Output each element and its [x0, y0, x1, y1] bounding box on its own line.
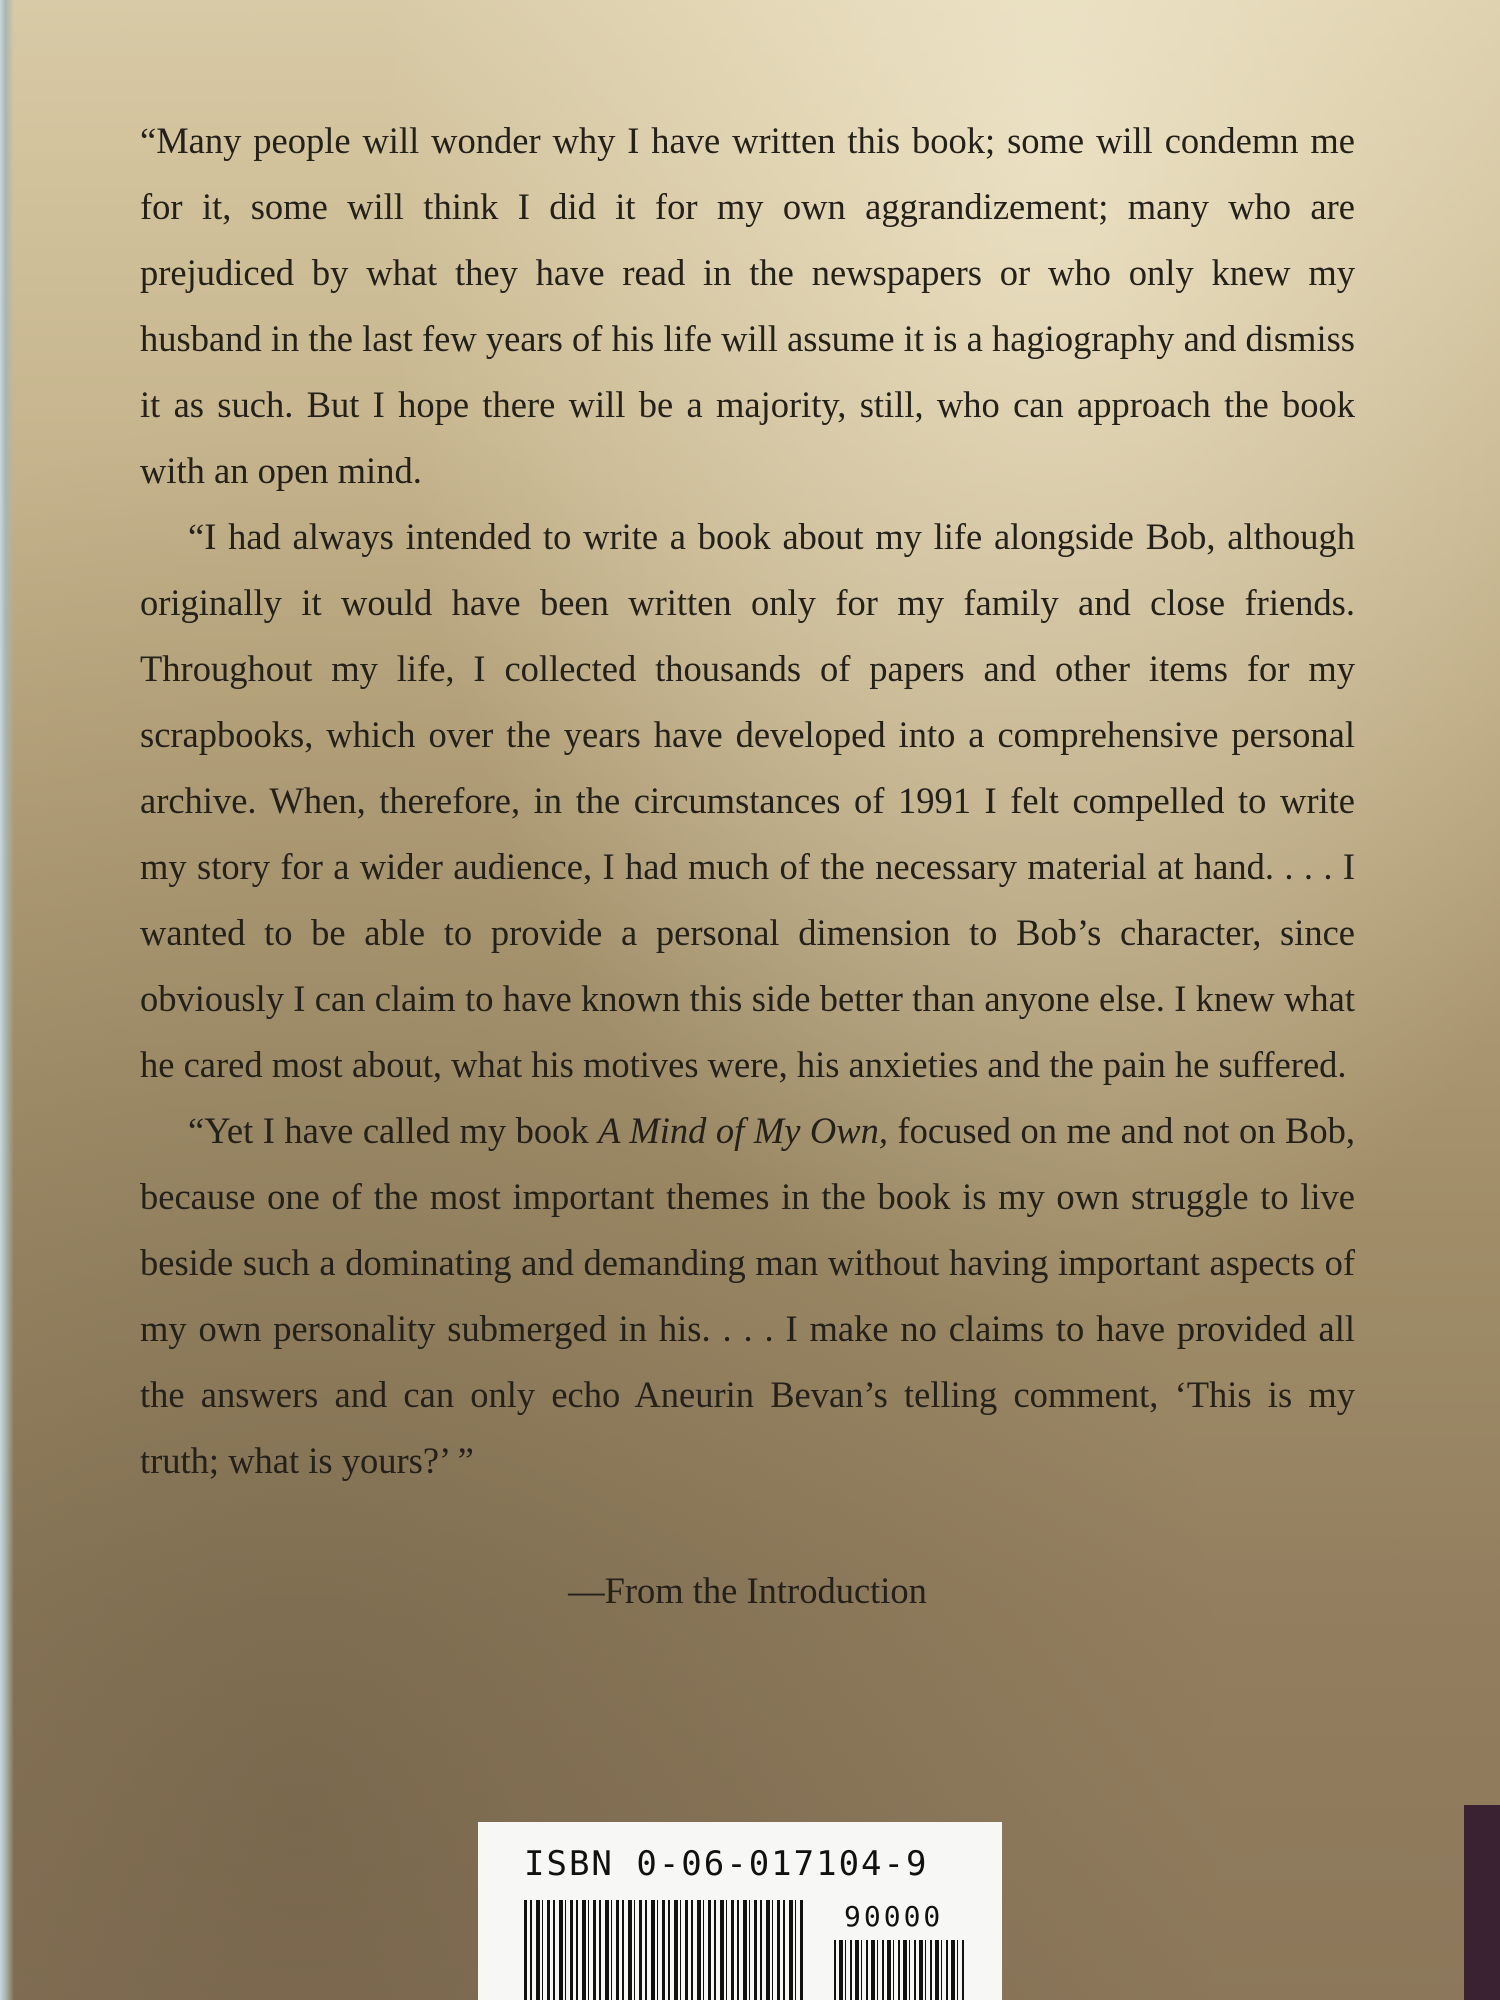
isbn-barcode-label	[478, 1822, 1002, 2000]
blurb-paragraph-3-lead: “Yet I have called my book	[188, 1110, 599, 1151]
blurb-paragraph-3	[140, 1098, 1355, 1494]
book-title: A Mind of My Own,	[598, 1110, 888, 1151]
blurb-paragraph-3-rest: focused on me and not on Bob, because one of the most important themes in the book is my own struggle to live beside such a dominating and demanding man without having important aspects of my own personality submerged in his. . . . I make no claims to have provided all the answers and can only echo Aneurin Bevan’s telling comment, ‘This is my truth; what is yours?’ ”	[140, 1110, 1355, 1481]
blurb-paragraph-1: “Many people will wonder why I have written this book; some will condemn me for it, some will think I did it for my own aggrandizement; many who are prejudiced by what they have read in the newspapers or who only knew my husband in the last few years of his life will assume it is a hagiography and dismiss it as such. But I hope there will be a majority, still, who can approach the book with an open mind.	[140, 120, 1355, 491]
blurb-paragraph-2: “I had always intended to write a book about my life alongside Bob, although originally it would have been written only for my family and close friends. Throughout my life, I collected thousands of papers and other items for my scrapbooks, which over the years have developed into a comprehensive personal archive. When, therefore, in the circumstances of 1991 I felt compelled to write my story for a wider audience, I had much of the necessary material at hand. . . . I wanted to be able to provide a personal dimension to Bob’s character, since obviously I can claim to have known this side better than anyone else. I knew what he cared most about, what his motives were, his anxieties and the pain he suffered.	[140, 516, 1355, 1085]
barcode-bars	[524, 1900, 804, 2000]
cover-right-tab	[1464, 1805, 1500, 2000]
back-cover-blurb	[140, 108, 1355, 1494]
cover-left-edge	[0, 0, 14, 2000]
price-code: 90000	[844, 1900, 944, 1933]
price-barcode-bars	[834, 1940, 964, 2000]
isbn-number: ISBN 0-06-017104-9	[524, 1844, 929, 1884]
blurb-attribution: —From the Introduction	[568, 1570, 927, 1611]
